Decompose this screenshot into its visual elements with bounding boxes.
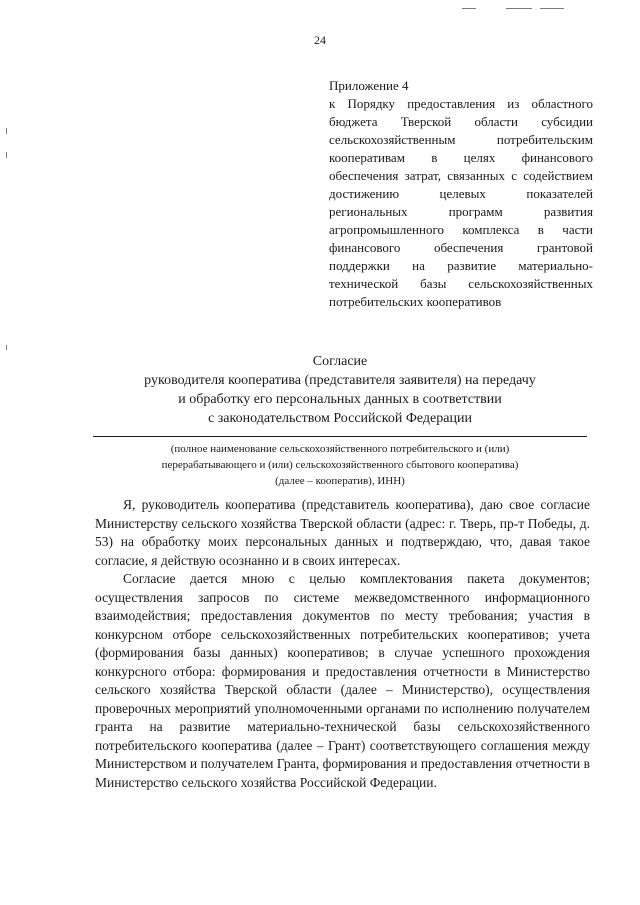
scan-mark [6,152,7,158]
scan-mark [6,345,7,350]
consent-title [120,352,560,428]
consent-title-line: руководителя кооператива (представителя заявителя) на передачу [144,373,536,388]
consent-body [95,496,590,792]
body-paragraph: Согласие дается мною с целью комплектования пакета документов; осуществления запросов по системе межведомственного информационного взаимодействия; предоставления документов по месту требования; участия в конкурсном отборе сельскохозяйственных потребительских кооперативов; учета (формирования базы данных) кооперативов; в случае успешного прохождения конкурсного отбора: формирования и предоставления отчетности в Министерство сельского хозяйства Тверской области (далее – Министерство), осуществления проверочных мероприятий уполномоченными органами по исполнению получателем гранта на развитие материально-технической базы сельскохозяйственного потребительского кооператива (далее – Грант) соответствующего соглашения между Министерством и получателем Гранта, формирования и предоставления отчетности в Министерство сельского хозяйства Российской Федерации. [95,571,590,790]
body-paragraph: Я, руководитель кооператива (представитель кооператива), даю свое согласие Министерству сельского хозяйства Тверской области (адрес: г. Тверь, пр-т Победы, д. 53) на обработку моих персональных данных и подтверждаю, что, давая такое согласие, я действую осознанно и в своих интересах. [95,497,590,568]
fill-in-caption [93,441,587,489]
scan-mark [540,8,564,9]
caption-line: перерабатывающего и (или) сельскохозяйственного сбытового кооператива) [161,459,519,471]
scan-mark [6,128,7,134]
page-number: 24 [314,33,326,47]
appendix-text: к Порядку предоставления из областного бюджета Тверской области субсидии сельскохозяйственным потребительским кооперативам в целях финансового обеспечения затрат, связанных с содействием достижению целевых показателей региональных программ развития агропромышленного комплекса в части финансового обеспечения грантовой поддержки на развитие материально-технической базы сельскохозяйственных потребительских кооперативов [329,96,593,309]
scan-mark [462,8,476,9]
appendix-block [329,77,593,311]
scan-mark [506,8,532,9]
consent-title-line: и обработку его персональных данных в соответствии [178,392,502,407]
consent-title-line: с законодательством Российской Федерации [208,411,472,426]
caption-line: (далее – кооператив), ИНН) [275,475,405,487]
fill-in-line [93,436,587,437]
consent-title-line: Согласие [312,354,368,369]
caption-line: (полное наименование сельскохозяйственного потребительского и (или) [170,443,510,455]
appendix-title: Приложение 4 [329,78,409,93]
